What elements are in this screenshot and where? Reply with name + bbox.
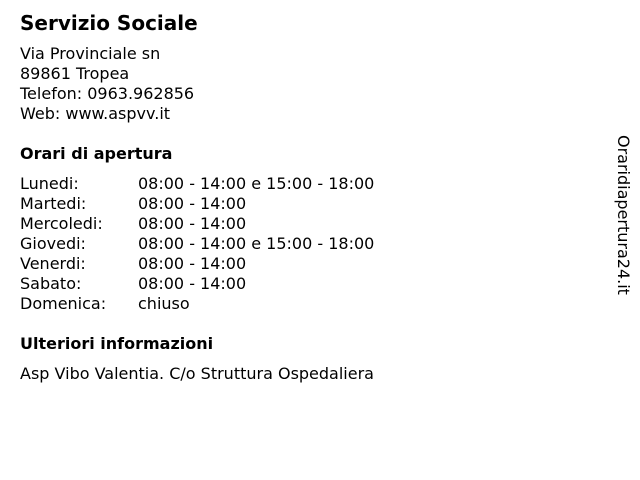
hours-value: 08:00 - 14:00 (138, 214, 247, 233)
hours-value: 08:00 - 14:00 (138, 194, 247, 213)
address-city: 89861 Tropea (20, 64, 130, 83)
hours-value: chiuso (138, 294, 190, 313)
opening-hours-heading: Orari di apertura (20, 144, 173, 163)
day-label: Domenica: (20, 294, 107, 313)
day-label: Lunedi: (20, 174, 79, 193)
address-street: Via Provinciale sn (20, 44, 161, 63)
page-title: Servizio Sociale (20, 11, 198, 35)
day-label: Sabato: (20, 274, 82, 293)
day-label: Mercoledi: (20, 214, 103, 233)
day-label: Giovedi: (20, 234, 86, 253)
address-block (20, 44, 194, 124)
website: Web: www.aspvv.it (20, 104, 171, 123)
hours-value: 08:00 - 14:00 (138, 254, 247, 273)
watermark-text: Oraridiapertura24.it (614, 135, 633, 295)
hours-value: 08:00 - 14:00 e 15:00 - 18:00 (138, 174, 375, 193)
hours-value: 08:00 - 14:00 e 15:00 - 18:00 (138, 234, 375, 253)
day-label: Venerdi: (20, 254, 86, 273)
phone-number: Telefon: 0963.962856 (20, 84, 195, 103)
watermark (613, 135, 633, 310)
hours-value: 08:00 - 14:00 (138, 274, 247, 293)
further-info-text: Asp Vibo Valentia. C/o Struttura Ospedaliera (20, 364, 374, 383)
further-info-heading: Ulteriori informazioni (20, 334, 214, 353)
day-label: Martedi: (20, 194, 87, 213)
